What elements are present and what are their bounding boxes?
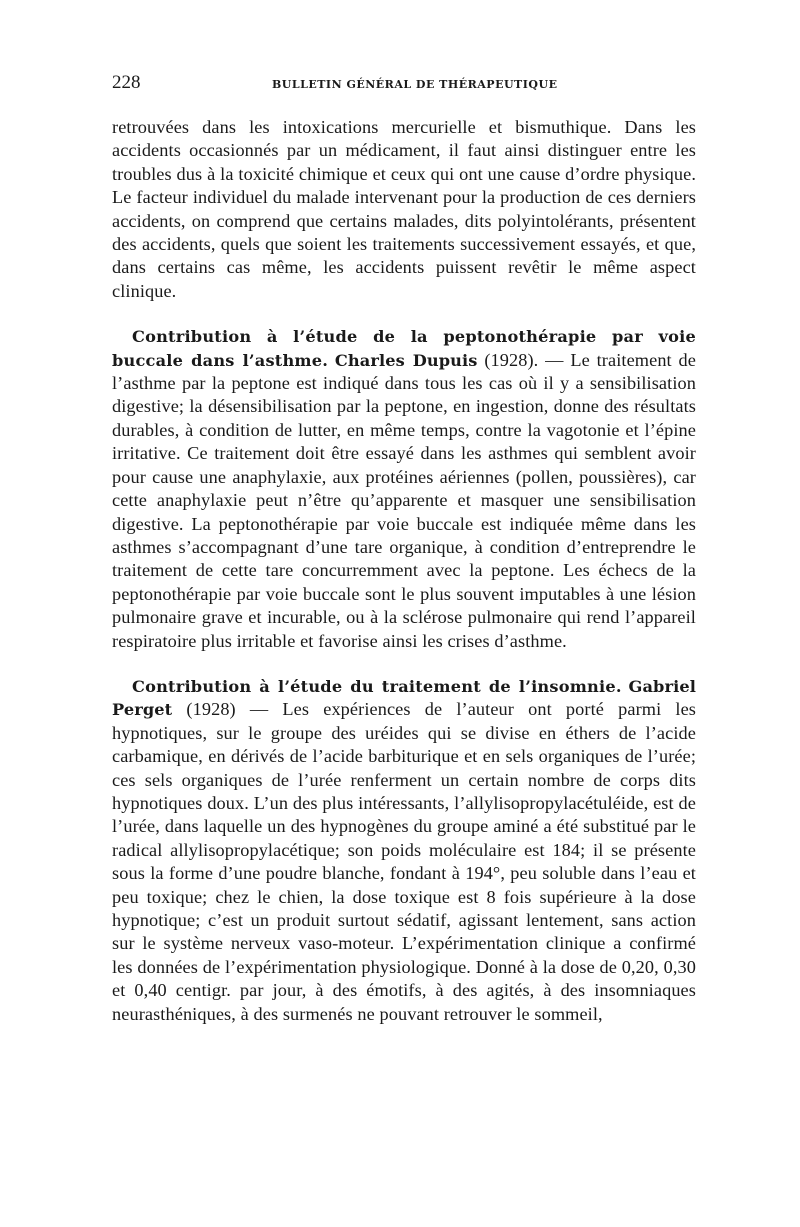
page-number: 228	[112, 72, 141, 93]
document-page	[112, 72, 696, 1026]
body-text-asthma: (1928). — Le traitement de l’asthme par la peptone est indiqué dans tous les cas où il y a sensibilisation digestive; la désensibilisation par la peptone, en ingestion, donne des résultats durables, à condition de lutter, en même temps, contre la vagotonie et l’épine irritative. Ce traitement doit être essayé dans les asthmes qui semblent avoir pour cause une anaphylaxie, aux protéines aériennes (pollen, poussières), car cette anaphylaxie peut n’être qu’apparente et masquer une sensibilisation digestive. La peptonothérapie par voie buccale est indiquée même dans les asthmes s’accompagnant d’une tare organique, à condition d’entreprendre le traitement de cette tare concurremment avec la peptone. Les échecs de la peptonothérapie par voie buccale sont le plus souvent imputables à une lésion pulmonaire grave et incurable, ou à la sclérose pulmonaire qui rend l’appareil respiratoire plus irritable et favorise ainsi les crises d’asthme.	[112, 349, 697, 651]
body-text-insomnia: (1928) — Les expériences de l’auteur ont porté parmi les hypnotiques, sur le groupe des uréides qui se divise en éthers de l’acide carbamique, en dérivés de l’acide barbiturique et en sels organiques de l’urée; ces sels organiques de l’urée renferment un certain nombre de corps dits hypnotiques doux. L’un des plus intéressants, l’allylisopropylacétuléide, est de l’urée, dans laquelle un des hypnogènes du groupe aminé a été substitué par le radical allylisopropylacétique; son poids moléculaire est 184; il se présente sous la forme d’une poudre blanche, fondant à 194°, peu soluble dans l’eau et peu toxique; chez le chien, la dose toxique est 8 fois supérieure à la dose hypnotique; c’est un produit surtout sédatif, agissant lentement, sans action sur le système nerveux vaso-moteur. L’expérimentation clinique a confirmé les données de l’expérimentation physiologique. Donné à la dose de 0,20, 0,30 et 0,40 centigr. par jour, à des émotifs, à des agités, à des insomniaques neurasthéniques, à des surmenés ne pouvant retrouver le sommeil,	[112, 699, 696, 1024]
running-header	[112, 72, 696, 102]
section-heading-asthma: Contribution à l’étude de la peptonothérapie par voie buccale dans l’asthme.	[112, 327, 696, 370]
running-title: BULLETIN GÉNÉRAL DE THÉRAPEUTIQUE	[272, 78, 558, 91]
author-perget: Gabriel Perget	[112, 676, 697, 720]
paragraph-insomnia	[112, 675, 696, 1026]
author-dupuis: Charles Dupuis	[334, 350, 478, 370]
section-heading-insomnia: Contribution à l’étude du traitement de l’insomnie.	[132, 676, 622, 696]
paragraph-continuation: retrouvées dans les intoxications mercurielle et bismuthique. Dans les accidents occasionnés par un médicament, il faut ainsi distinguer entre les troubles dus à la toxicité chimique et ceux qui ont une cause d’ordre physique. Le facteur individuel du malade intervenant pour la production de ces derniers accidents, on comprend que certains malades, dits polyintolérants, présentent des accidents, quels que soient les traitements successivement essayés, et que, dans certains cas même, les accidents puissent revêtir le même aspect clinique.	[112, 117, 696, 301]
paragraph-asthma	[112, 325, 696, 653]
